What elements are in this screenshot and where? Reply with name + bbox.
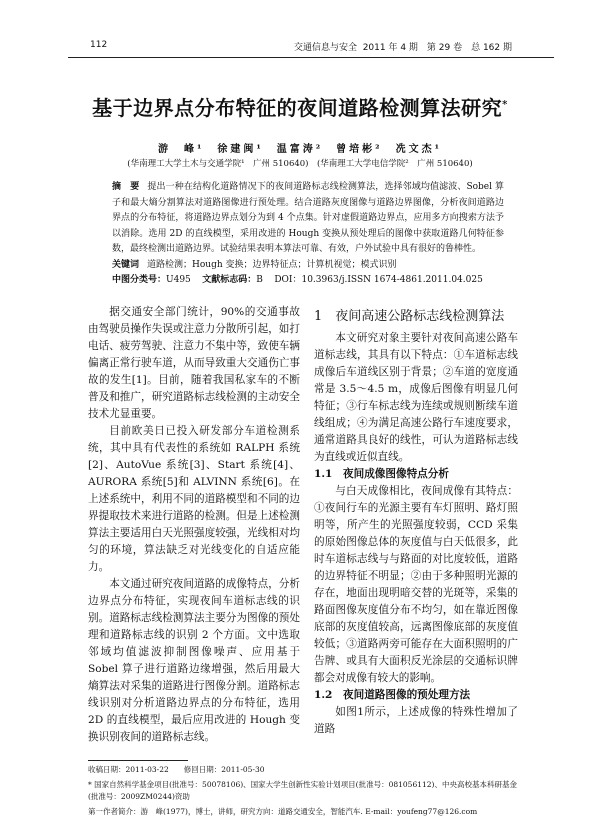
left-column	[88, 304, 300, 746]
paragraph: 本文研究对象主要针对夜间高速公路车道标志线，其具有以下特点：①车道标志线成像后车道线区别于背景；②车道的宽度通常是 3.5～4.5 m，成像后图像有明显几何特征；③行车标志线为连续或规则断续车道线组成；④为满足高速公路行车速度要求，通常道路具良好的线性，可认为道路标志线为直线或近似直线。	[314, 332, 518, 463]
paragraph: 如图1所示，上述成像的特殊性增加了道路	[314, 706, 518, 735]
section-heading: 1 夜间高速公路标志线检测算法	[314, 309, 505, 324]
paragraph: 本文通过研究夜间道路的成像特点，分析边界点分布特征，实现夜间车道标志线的识别。道路标志线检测算法主要分为图像的预处理和道路标志线的识别 2 个方面。文中选取邻域均值滤波抑制图像噪声、应用基于 Sobel 算子进行道路边缘增强，然后用最大熵算法对采集的道路进行图像分割。道路标志线识别对分析道路边界点的分布特征，选用 2D 的直线模型，最后应用改进的 Hough 变换识别夜间的道路标志线。	[88, 578, 300, 743]
footnote-author: 第一作者简介：游 峰(1977)，博士，讲师，研究方向：道路交通安全，智能汽车. E-mail：youfeng77@126.com	[88, 807, 478, 816]
keywords: 道路检测；Hough 变换；边界特征点；计算机视觉；模式识别	[147, 259, 397, 270]
right-column	[314, 304, 518, 738]
paper-title	[0, 92, 600, 121]
body-flow	[88, 304, 518, 828]
title-text: 基于边界点分布特征的夜间道路检测算法研究	[92, 96, 503, 120]
keywords-label: 关键词	[112, 259, 140, 270]
page-number: 112	[90, 40, 108, 50]
subsection-heading: 1.2 夜间道路图像的预处理方法	[314, 689, 471, 701]
footnote-dates: 收稿日期：2011-03-22 修回日期：2011-05-30	[88, 765, 265, 774]
journal-name: 交通信息与安全	[293, 43, 357, 53]
footnote-funding: * 国家自然科学基金项目(批准号：50078106)、国家大学生创新性实验计划项目(批准号：081056112)、中央高校基本科研基金(批准号：2009ZM0244)资助	[88, 780, 517, 801]
footnote-rule	[88, 760, 188, 761]
abstract-label: 摘 要	[112, 182, 140, 192]
doi: DOI：10.3963/j.ISSN 1674-4861.2011.04.025	[274, 275, 483, 285]
clc: U495	[166, 275, 191, 285]
paragraph: 据交通安全部门统计，90%的交通事故由驾驶员操作失误或注意力分散所引起，如打电话、疲劳驾驶、注意力不集中等，致使车辆偏离正常行驶车道，从而导致重大交通伤亡事故的发生[1]。目前，随着我国私家车的不断普及和推广，研究道路标志线检测的主动安全技术尤显重要。	[88, 306, 300, 420]
affiliations: (华南理工大学土木与交通学院¹ 广州 510640) (华南理工大学电信学院² 广州 510640)	[127, 159, 473, 169]
body-columns	[88, 304, 518, 746]
authors: 游 峰¹ 徐建闽¹ 温富涛² 曾培彬² 冼文杰¹	[158, 144, 442, 155]
title-footnote-mark: *	[502, 99, 508, 111]
paragraph: 目前欧美日已投入研发部分车道检测系统，其中具有代表性的系统如 RALPH 系统[2]、AutoVue 系统[3]、Start 系统[4]、AURORA 系统[5]和 ALVINN 系统[6]。在上述系统中，利用不同的道路模型和不同的边界提取技术来进行道路的检测。但是上述检测算法主要适用白天光照强度较强，光线相对均匀的环境，算法缺乏对光线变化的自适应能力。	[88, 425, 300, 573]
subsection-heading: 1.1 夜间成像图像特点分析	[314, 468, 449, 480]
header-rule	[68, 57, 554, 58]
abstract-text: 提出一种在结构化道路情况下的夜间道路标志线检测算法，选择邻域均值滤波、Sobel 算子和最大熵分割算法对道路图像进行预处理。结合道路灰度图像与道路边界图像，分析夜间道路边界点的分布特征，将道路边界点划分为到 4 个点集。针对虚假道路边界点，应用多方向搜索方法予以消除。选用 2D 的直线模型，采用改进的 Hough 变换从预处理后的图像中获取道路几何特征参数，最终检测出道路边界。试验结果表明本算法可靠、有效，户外试验中具有很好的鲁棒性。	[112, 182, 504, 254]
abstract	[112, 180, 504, 289]
paragraph: 与白天成像相比，夜间成像有其特点：①夜间行车的光源主要有车灯照明、路灯照明等，所产生的光照强度较弱，CCD 采集的原始图像总体的灰度值与白天低很多，此时车道标志线与与路面的对比度较低，道路的边界特征不明显；②由于多种照明光源的存在，地面出现明暗交替的光斑等，采集的路面图像灰度值分布不均匀，如在靠近图像底部的灰度值较高，远离图像底部的灰度值较低；③道路两旁可能存在大面积照明的广告牌、或具有大面积反光涂层的交通标识牌都会对成像有较大的影响。	[314, 485, 518, 684]
doc-code: B	[256, 275, 263, 285]
clc-label: 中图分类号：	[112, 275, 167, 285]
issue-info: 2011 年 4 期 第 29 卷 总 162 期	[362, 43, 512, 53]
doc-label: 文献标志码：	[202, 275, 257, 285]
running-header	[294, 40, 512, 53]
